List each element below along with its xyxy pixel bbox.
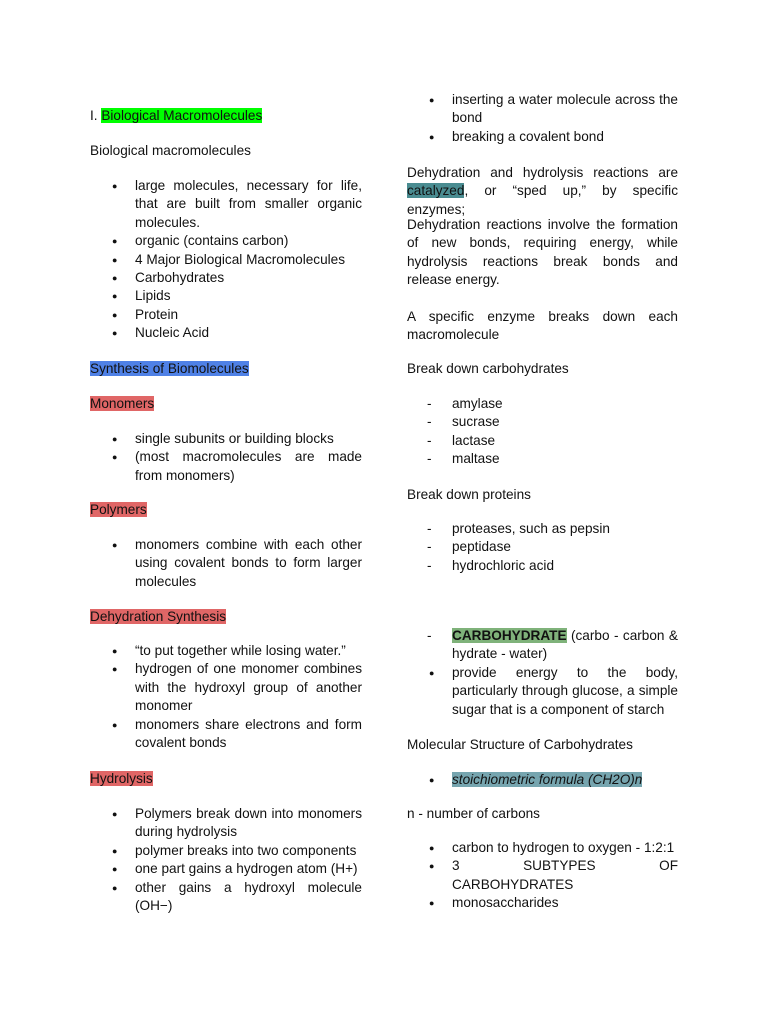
- list-item: ● large molecules, necessary for life, that are built from smaller organic molecules.: [90, 177, 362, 232]
- list-item: ● organic (contains carbon): [90, 232, 362, 250]
- list-item: ● monomers combine with each other using covalent bonds to form larger molecules: [90, 536, 362, 591]
- list-item: - amylase: [407, 395, 678, 413]
- list-item: ● Nucleic Acid: [90, 324, 362, 342]
- hydrolysis-heading: [90, 770, 362, 788]
- carbohydrate-definition: (carbo - carbon & hydrate - water): [452, 628, 678, 662]
- list-item: - hydrochloric acid: [407, 557, 678, 575]
- synthesis-heading-highlight: Synthesis of Biomolecules: [90, 361, 249, 376]
- monomers-heading-highlight: Monomers: [90, 396, 155, 411]
- catalyzed-highlight: catalyzed: [407, 183, 465, 199]
- list-item: ● Polymers break down into monomers during hydrolysis: [90, 805, 362, 842]
- proteins-breakdown-label: Break down proteins: [407, 487, 531, 502]
- list-item: ● monosaccharides: [407, 894, 678, 912]
- list-item: ● 4 Major Biological Macromolecules: [90, 251, 362, 269]
- list-item: ● “to put together while losing water.”: [90, 642, 362, 660]
- list-item: ● inserting a water molecule across the bond: [407, 91, 678, 128]
- protein-enzyme-list: [407, 520, 678, 575]
- catalyzed-text-after: , or “sped up,” by specific enzymes;: [407, 183, 678, 217]
- dehydration-heading-highlight: Dehydration Synthesis: [90, 609, 227, 624]
- list-item: ● monomers share electrons and form covalent bonds: [90, 716, 362, 753]
- section-number: I.: [90, 108, 102, 123]
- list-item: - sucrase: [407, 413, 678, 431]
- ratio-list: [407, 839, 678, 913]
- list-item: - proteases, such as pepsin: [407, 520, 678, 538]
- carbohydrate-item: [407, 627, 678, 664]
- list-item: ● hydrogen of one monomer combines with the hydroxyl group of another monomer: [90, 660, 362, 715]
- carb-enzyme-list: [407, 395, 678, 469]
- polymers-list: [90, 536, 362, 591]
- carbohydrate-list: [407, 627, 678, 719]
- list-item: - peptidase: [407, 538, 678, 556]
- catalyzed-paragraph: [407, 164, 678, 219]
- list-item: ● other gains a hydroxyl molecule (OH−): [90, 879, 362, 916]
- section-heading: [90, 107, 362, 125]
- hydrolysis-list: [90, 805, 362, 915]
- water-bond-list: [407, 91, 678, 146]
- catalyzed-text-before: Dehydration and hydrolysis reactions are: [407, 165, 678, 180]
- structure-heading: Molecular Structure of Carbohydrates: [407, 737, 633, 752]
- list-item: ● one part gains a hydrogen atom (H+): [90, 860, 362, 878]
- bonds-paragraph: Dehydration reactions involve the formation of new bonds, requiring energy, while hydrolysis reactions break bonds and release energy.: [407, 217, 678, 288]
- section-title-highlight: Biological Macromolecules: [101, 108, 263, 123]
- formula-list: [407, 771, 678, 789]
- polymers-heading: [90, 501, 362, 519]
- list-item: ● Protein: [90, 306, 362, 324]
- n-definition: n - number of carbons: [407, 806, 540, 821]
- list-item: ● carbon to hydrogen to oxygen - 1:2:1: [407, 839, 678, 857]
- intro-list: [90, 177, 362, 343]
- list-item: - lactase: [407, 432, 678, 450]
- list-item: ● breaking a covalent bond: [407, 128, 678, 146]
- list-item: ● single subunits or building blocks: [90, 430, 362, 448]
- hydrolysis-heading-highlight: Hydrolysis: [90, 771, 153, 786]
- monomers-list: [90, 430, 362, 485]
- dehydration-list: [90, 642, 362, 752]
- list-item: ● provide energy to the body, particularly through glucose, a simple sugar that is a component of starch: [407, 664, 678, 719]
- intro-text: Biological macromolecules: [90, 143, 251, 158]
- carbohydrate-highlight: CARBOHYDRATE: [452, 628, 567, 643]
- carbs-breakdown-label: Break down carbohydrates: [407, 361, 569, 376]
- stoich-formula-highlight: stoichiometric formula (CH2O)n: [452, 772, 643, 787]
- monomers-heading: [90, 395, 362, 413]
- list-item: ● 3 SUBTYPES OF CARBOHYDRATES: [407, 857, 678, 894]
- list-item: ● Lipids: [90, 287, 362, 305]
- dehydration-heading: [90, 608, 362, 626]
- list-item: ● polymer breaks into two components: [90, 842, 362, 860]
- list-item: ● (most macromolecules are made from monomers): [90, 448, 362, 485]
- synthesis-heading: [90, 360, 362, 378]
- list-item: ● Carbohydrates: [90, 269, 362, 287]
- list-item: - maltase: [407, 450, 678, 468]
- enzyme-paragraph: A specific enzyme breaks down each macromolecule: [407, 309, 678, 343]
- polymers-heading-highlight: Polymers: [90, 502, 147, 517]
- formula-item: [407, 771, 678, 789]
